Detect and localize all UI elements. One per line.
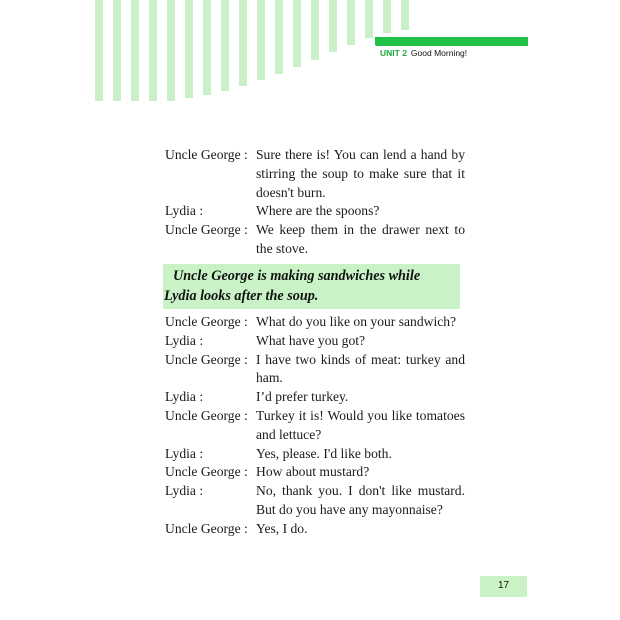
- speaker-name: Uncle George :: [165, 147, 248, 162]
- speaker-name: Uncle George :: [165, 407, 248, 423]
- header-stripes-decoration: [90, 0, 420, 110]
- dialogue-line: [165, 482, 465, 520]
- speaker-name: Uncle George :: [165, 314, 248, 329]
- dialogue-line: [165, 221, 465, 259]
- dialogue-line: [165, 351, 465, 389]
- speaker-name: Lydia :: [165, 445, 204, 461]
- dialogue-line: [165, 520, 465, 539]
- speaker-name: Lydia :: [165, 389, 204, 405]
- scene-line-2: Lydia looks after the soup.: [164, 287, 319, 304]
- dialogue-line: [165, 202, 465, 221]
- dialogue-line: [165, 146, 465, 202]
- speech-text: Yes, please. I'd like both.: [256, 445, 392, 461]
- scene-direction-box: [163, 264, 460, 309]
- unit-header-label: [380, 48, 467, 58]
- dialogue-block-1: [165, 146, 465, 259]
- page-number: 17: [497, 580, 510, 591]
- unit-title: Good Morning!: [410, 48, 468, 58]
- speaker-name: Lydia :: [165, 332, 204, 348]
- dialogue-line: [165, 332, 465, 351]
- speech-text: We keep them in the drawer next to the stove.: [256, 222, 465, 256]
- dialogue-block-2: [165, 313, 465, 539]
- speech-text: How about mustard?: [256, 464, 370, 480]
- unit-header-bar: [375, 37, 528, 46]
- scene-line-1: Uncle George is making sandwiches while: [173, 268, 421, 284]
- speaker-name: Uncle George :: [165, 464, 248, 480]
- speech-text: Yes, I do.: [256, 520, 308, 536]
- scene-direction-text: [164, 267, 455, 306]
- dialogue-line: [165, 313, 465, 332]
- unit-number: UNIT 2: [380, 48, 407, 58]
- speech-text: Turkey it is! Would you like tomatoes and lettuce?: [256, 407, 465, 442]
- speech-text: Where are the spoons?: [256, 203, 380, 219]
- dialogue-line: [165, 407, 465, 445]
- page-number-box: [480, 576, 527, 597]
- speech-text: I have two kinds of meat: turkey and ham.: [256, 351, 465, 386]
- dialogue-line: [165, 463, 465, 482]
- speaker-name: Uncle George :: [165, 351, 248, 367]
- speaker-name: Uncle George :: [165, 222, 248, 238]
- speech-text: What do you like on your sandwich?: [256, 314, 457, 329]
- dialogue-line: [165, 388, 465, 407]
- speaker-name: Lydia :: [165, 483, 204, 499]
- dialogue-line: [165, 445, 465, 464]
- speech-text: Sure there is! You can lend a hand by stirring the soup to make sure that it doesn't burn.: [256, 147, 465, 200]
- speaker-name: Uncle George :: [165, 520, 248, 536]
- speech-text: No, thank you. I don't like mustard. But do you have any mayonnaise?: [256, 483, 465, 517]
- speaker-name: Lydia :: [165, 203, 204, 219]
- speech-text: I’d prefer turkey.: [256, 389, 349, 405]
- speech-text: What have you got?: [256, 332, 366, 348]
